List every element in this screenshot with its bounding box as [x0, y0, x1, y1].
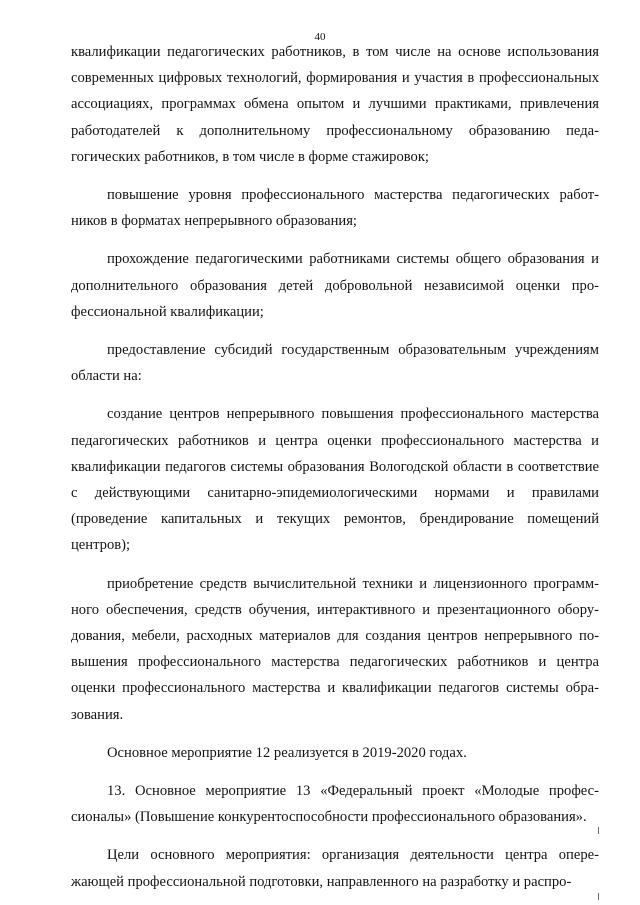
paragraph-measure-13: 13. Основное мероприятие 13 «Федеральный проект «Молодые профессионалы» (Повышение конкурентоспособности профессионального образования». — [71, 783, 599, 826]
scan-edge-mark — [598, 827, 599, 834]
paragraph-centers-creation: создание центров непрерывного повышения профессионального мастерства педагогических работников и центра оценки профессионального мастерства и квалификации педагогов системы образования Вологодской области в соответствие с действующими санитарно-эпидемиологическими нормами и правилами (проведение капитальных и текущих ремонтов, брендирование помещений центров); — [71, 406, 599, 554]
paragraph-equipment-purchase: приобретение средств вычислительной техники и лицензионного программного обеспечения, средств обучения, интерактивного и презентационного оборудования, мебели, расходных материалов для создания центров непрерывного повышения профессионального мастерства педагогических работников и центра оценки профессионального мастерства и квалификации педагогов системы образования. — [71, 575, 599, 723]
paragraph-measure-goals: Цели основного мероприятия: организация деятельности центра опережающей профессиональной подготовки, направленного на разработку и распро- — [71, 847, 599, 890]
paragraph-qualification: квалификации педагогических работников, в том числе на основе использования современных цифровых технологий, формирования и участия в профессиональных ассоциациях, программах обмена опытом и лучшими практиками, привлечения работодателей к дополнительному профессиональному образованию педагогических работников, в том числе в форме стажировок; — [71, 44, 599, 165]
page-number: 40 — [314, 31, 326, 43]
paragraph-measure-12-period: Основное мероприятие 12 реализуется в 2019-2020 годах. — [107, 744, 467, 761]
paragraph-subsidies: предоставление субсидий государственным образовательным учреждениям области на: — [71, 342, 599, 385]
scan-edge-mark — [598, 893, 599, 900]
paragraph-skill-level: повышение уровня профессионального мастерства педагогических работников в форматах непрерывного образования; — [71, 187, 599, 230]
body-text — [71, 39, 599, 895]
paragraph-independent-assessment: прохождение педагогическими работниками системы общего образования и дополнительного образования детей добровольной независимой оценки профессиональной квалификации; — [71, 251, 599, 320]
